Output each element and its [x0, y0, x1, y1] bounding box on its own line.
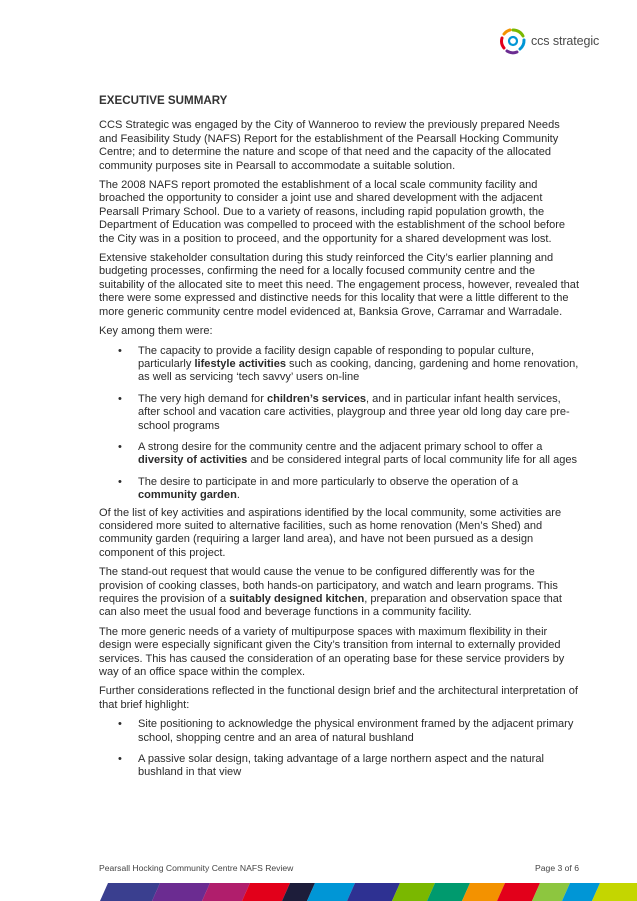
paragraph-alternative-facilities: Of the list of key activities and aspirations identified by the local community, some activities are considered more suited to alternative facilities, such as home renovation (Men’s Shed) and community garden (requiring a larger land area), and have not been pursued as a design component of this project. [99, 506, 562, 559]
bullet-marker: • [118, 344, 122, 357]
logo-text: ccs strategic [531, 34, 600, 48]
bullet-marker: • [118, 475, 122, 488]
ccs-strategic-logo-icon [499, 27, 527, 55]
page-footer [99, 863, 579, 873]
list-item: • A passive solar design, taking advantage of a large northern aspect and the natural bushland in that view [118, 753, 544, 779]
list-item: • A strong desire for the community centre and the adjacent primary school to offer a diversity of activities and be considered integral parts of local community life for all ages [118, 440, 578, 467]
paragraph-multipurpose: The more generic needs of a variety of multipurpose spaces with maximum flexibility in their design were especially significant given the City’s transition from internal to externally provided services. This has caused the consideration of an operating base for these service providers by way of an office space within the complex. [99, 625, 565, 679]
decorative-color-strip [100, 883, 637, 901]
list-item: • The capacity to provide a facility design capable of responding to popular culture, particularly lifestyle activities such as cooking, dancing, gardening and home renovation, as well as servicing ‘tech savvy’ users on-line [118, 344, 579, 384]
bullet-marker: • [118, 392, 122, 405]
section-title: EXECUTIVE SUMMARY [99, 94, 228, 107]
list-item: • The very high demand for children’s services, and in particular infant health services, after school and vacation care activities, playgroup and three year old long day care pre-school programs [118, 392, 570, 432]
paragraph-kitchen: The stand-out request that would cause the venue to be configured differently was for the provision of cooking classes, both hands-on participatory, and watch and learn programs. This requires the provision of a suitably designed kitchen, preparation and observation space that can also meet the usual food and beverage functions in a community facility. [99, 566, 562, 619]
bullet-marker: • [118, 753, 122, 766]
paragraph-further-considerations: Further considerations reflected in the functional design brief and the architectural interpretation of that brief highlight: [99, 685, 578, 711]
footer-document-title: Pearsall Hocking Community Centre NAFS Review [99, 863, 294, 873]
paragraph-intro: CCS Strategic was engaged by the City of Wanneroo to review the previously prepared Needs and Feasibility Study (NAFS) Report for the establishment of the Pearsall Hocking Community Centre; and to determine the nature and scope of that need and the capacity of the allocated community purposes site in Pearsall to accommodate a suitable solution. [99, 119, 560, 172]
key-needs-list [99, 345, 579, 503]
bullet-marker: • [118, 440, 122, 453]
document-body [99, 94, 579, 788]
paragraph-key-among: Key among them were: [99, 325, 213, 338]
bullet-marker: • [118, 718, 122, 731]
design-highlights-list [99, 718, 579, 780]
paragraph-2008-report: The 2008 NAFS report promoted the establishment of a local scale community facility and broached the opportunity to consider a joint use and shared development with the adjacent Pearsall Primary School. Due to a variety of reasons, including rapid population growth, the Department of Education was compelled to proceed with the establishment of the school before the City was in a position to proceed, and the opportunity for a shared development was lost. [99, 179, 566, 245]
list-item: • Site positioning to acknowledge the physical environment framed by the adjacent primary school, shopping centre and an area of natural bushland [118, 718, 574, 744]
header-logo [499, 27, 599, 55]
page-number: Page 3 of 6 [535, 863, 579, 873]
paragraph-consultation: Extensive stakeholder consultation during this study reinforced the City’s earlier planning and budgeting processes, confirming the need for a locally focused community centre and the suitability of the allocated site to meet this need. The engagement process, however, revealed that there were some expressed and distinctive needs for this locality that were a little different to the more generic community centre model evidenced at, Banksia Grove, Carramar and Warradale. [99, 252, 580, 318]
list-item: • The desire to participate in and more particularly to observe the operation of a community garden. [118, 475, 519, 502]
